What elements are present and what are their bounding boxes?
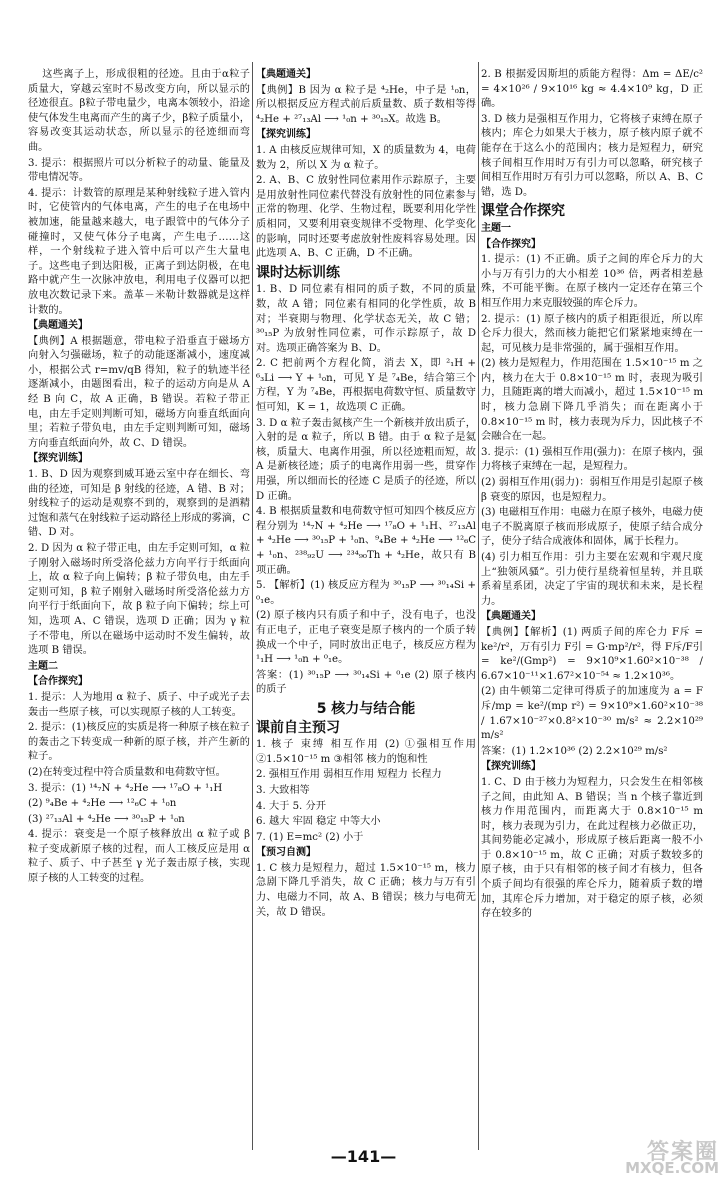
- subsection-label: 【典题通关】: [481, 611, 541, 623]
- subsection-label: 【探究训练】: [28, 453, 88, 465]
- paragraph: (3) 电磁相互作用：电磁力在原子核外，电磁力使电子不脱离原子核而形成原子，使原子结合成分子，使分子结合成液体和固体，属于长程力。: [481, 507, 703, 548]
- subsection-label: 【探究训练】: [481, 761, 541, 773]
- paragraph: 2. B 根据爱因斯坦的质能方程得：Δm = ΔE/c² = 4×10²⁶ / 9×10¹⁶ kg ≈ 4.4×10⁹ kg，D 正确。: [481, 69, 703, 110]
- paragraph: (2) 弱相互作用(弱力)：弱相互作用是引起原子核 β 衰变的原因，也是短程力。: [481, 477, 703, 503]
- paragraph: 【典例】A 根据题意，带电粒子沿垂直于磁场方向射入匀强磁场，粒子的动能逐渐减小，速度减小，根据公式 r=mv/qB 得知，粒子的轨迹半径逐渐减小，由题图看出，粒子的运动方向是从 A 经 B 向 C，故 A 正确，B 错误。若粒子带正电，由左手定则判断可知，磁场方向垂直纸面向里；若粒子带负电，由左手定则判断可知，磁场方向垂直纸面向外，故 C、D 错误。: [28, 335, 250, 449]
- paragraph: 1. C、D 由于核力为短程力，只会发生在相邻核子之间，由此知 A、B 错误；当 n 个核子靠近到核力作用范围内，而距离大于 0.8×10⁻¹⁵ m 时，核力表现为引力，在此过程核力必做正功，其间势能必定减小，形成原子核后距离一般不小于 0.8×10⁻¹⁵ m，故 C 正确；对质子数较多的原子核，由于只有相邻的核子间才有核力，但各个质子间均有很强的库仑斥力，随着质子数的增加，其库仑斥力增加，对于稳定的原子核，必须存在较多的: [481, 776, 703, 920]
- subsection-label: 【合作探究】: [481, 238, 541, 250]
- paragraph: 1. A 由核反应规律可知，X 的质量数为 4，电荷数为 2，所以 X 为 α 粒子。: [256, 144, 476, 171]
- column-middle: [256, 68, 476, 921]
- paragraph: (2) ⁹₄Be + ⁴₂He ⟶ ¹²₆C + ¹₀n: [28, 798, 177, 810]
- paragraph: 4. 大于 5. 分开: [256, 800, 326, 812]
- column-divider: [252, 62, 253, 1150]
- paragraph: 2. 提示：(1) 原子核内的质子相距很近，所以库仑斥力很大，然而核力能把它们紧紧地束缚在一起，可见核力是非常强的，属于强相互作用。: [481, 313, 703, 354]
- paragraph: 2. 提示：(1)核反应的实质是将一种原子核在粒子的轰击之下转变成一种新的原子核，并产生新的粒子。: [28, 722, 250, 763]
- column-left: [28, 68, 250, 888]
- page-number: —141—: [330, 1147, 397, 1166]
- paragraph: 2. A、B、C 放射性同位素用作示踪原子，主要是用放射性同位素代替没有放射性的同位素参与正常的物理、化学、生物过程，既要利用化学性质相同，又要利用衰变规律不受物理、化学变化的影响，同时还要考虑放射性废料容易处理。因此选项 A、B、C 正确，D 不正确。: [256, 175, 476, 260]
- paragraph: 3. D 核力是强相互作用力，它将核子束缚在原子核内；库仑力如果大于核力，原子核内原子就不能存在于这么小的范围内；核力是短程力，研究核子间相互作用时万有引力可以忽略，研究核子间相互作用时万有引力可以忽略，所以 A、B、C 错，选 D。: [481, 113, 703, 198]
- paragraph: 1. 提示：(1) 不正确。质子之间的库仑斥力的大小与万有引力的大小相差 10³⁶ 倍，两者相差悬殊，不可能平衡。在原子核内一定还存在第三个相互作用力来克服较强的库仑斥力。: [481, 254, 703, 309]
- subsection-label: 主题二: [28, 660, 58, 672]
- paragraph: 3. 提示：根据照片可以分析粒子的动量、能量及带电情况等。: [28, 157, 250, 184]
- watermark-cn: 答案圈: [646, 1140, 719, 1165]
- paragraph: (2) 核力是短程力，作用范围在 1.5×10⁻¹⁵ m 之内，核力在大于 0.8×10⁻¹⁵ m 时，表现为吸引力，且随距离的增大而减小，超过 1.5×10⁻¹⁵ m 时，核力急剧下降几乎消失；而在距离小于 0.8×10⁻¹⁵ m 时，核力表现为斥力，因此核子不会融合在一起。: [481, 358, 703, 443]
- subsection-label: 【典题通关】: [28, 320, 88, 332]
- subsection-label: 【典题通关】: [256, 69, 316, 80]
- paragraph: 答案：(1) 1.2×10³⁶ (2) 2.2×10²⁹ m/s²: [481, 745, 668, 757]
- paragraph: (4) 引力相互作用：引力主要在宏观和宇观尺度上“独领风骚”。引力使行星绕着恒星转，并且联系着星系团，决定了宇宙的现状和未来，是长程力。: [481, 552, 703, 607]
- paragraph: 3. D α 粒子轰击氮核产生一个新核并放出质子，入射的是 α 粒子，所以 B 错。由于 α 粒子是氦核，质量大、电离作用强，所以径迹粗而短，故 A 是新核径迹；质子的电离作用弱一些，贯穿作用强，所以细而长的径迹 C 是质子的径迹，所以 D 正确。: [256, 417, 476, 502]
- paragraph: 4. 提示：计数管的原理是某种射线粒子进入管内时，它使管内的气体电离，产生的电子在电场中被加速，能量越来越大，电子跟管中的气体分子碰撞时，又使气体分子电离，产生电子……这样，一个射线粒子进入管中后可以产生大量电子。这些电子到达阳极，正离子到达阴极，在电路中就产生一次脉冲放电，利用电子仪器可以把放电次数记录下来。盖革－米勒计数器就是这样计数的。: [28, 187, 250, 316]
- paragraph: 1. 核子 束缚 相互作用 (2) ①强相互作用 ②1.5×10⁻¹⁵ m ③相邻 核力的饱和性: [256, 739, 476, 765]
- section-heading: 5 核力与结合能: [316, 700, 416, 717]
- paragraph: 1. C 核力是短程力，超过 1.5×10⁻¹⁵ m，核力急剧下降几乎消失，故 C 正确；核力与万有引力、电磁力不同，故 A、B 错误；核力与电荷无关，故 D 错误。: [256, 862, 476, 918]
- paragraph: (2) 原子核内只有质子和中子，没有电子，也没有正电子，正电子衰变是原子核内的一个质子转换成一个中子，同时放出正电子，核反应方程为 ¹₁H ⟶ ¹₀n + ⁰₁e。: [256, 610, 476, 666]
- paragraph: (2) 由牛顿第二定律可得质子的加速度为 a = F斥/mp = ke²/(mp r²) = 9×10⁹×1.60²×10⁻³⁸ / 1.67×10⁻²⁷×0.8²×10⁻³⁰ m/s² ≈ 2.2×10²⁹ m/s²: [481, 686, 703, 742]
- paragraph: 2. C 把前两个方程化简，消去 X，即 ²₁H + ⁶₃Li ⟶ Y + ¹₀n，可见 Y 是 ⁷₄Be，结合第三个方程，Y 为 ⁷₄Be，再根据电荷数守恒、质量数守恒可知，K = 1，故选项 C 正确。: [256, 358, 476, 414]
- paragraph: 4. B 根据质量数和电荷数守恒可知四个核反应方程分别为 ¹⁴₇N + ⁴₂He ⟶ ¹⁷₈O + ¹₁H、²⁷₁₃Al + ⁴₂He ⟶ ³⁰₁₅P + ¹₀n、⁹₄Be + ⁴₂He ⟶ ¹²₆C + ¹₀n、²³⁸₉₂U ⟶ ²³⁴₉₀Th + ⁴₂He，故只有 B 项正确。: [256, 506, 476, 576]
- section-heading: 课堂合作探究: [481, 203, 565, 220]
- paragraph: 1. B、D 因为观察到威耳逊云室中存在细长、弯曲的径迹，可知是 β 射线的径迹，A 错、B 对；射线粒子的运动是观察不到的，观察到的是酒精过饱和蒸气在射线粒子运动路径上形成的雾滴，C 错、D 对。: [28, 469, 250, 539]
- paragraph: 3. 提示：(1) 强相互作用(强力)：在原子核内，强力将核子束缚在一起，是短程力。: [481, 446, 703, 473]
- subsection-label: 【探究训练】: [256, 129, 316, 141]
- paragraph: 3. 大致相等: [256, 784, 310, 796]
- paragraph: 【典例】【解析】(1) 两质子间的库仑力 F斥 = ke²/r²，万有引力 F引 = G·mp²/r²，得 F斥/F引 = ke²/(Gmp²) = 9×10⁹×1.60²×10⁻³⁸ / 6.67×10⁻¹¹×1.67²×10⁻⁵⁴ ≈ 1.2×10³⁶。: [481, 626, 703, 682]
- paragraph: 1. B、D 同位素有相同的质子数，不同的质量数，故 A 错；同位素有相同的化学性质，故 B 对；半衰期与物理、化学状态无关，故 C 错；³⁰₁₅P 为放射性同位素，可作示踪原子，故 D 对。选项正确答案为 B、D。: [256, 284, 476, 354]
- watermark-en: MXQE.COM: [625, 1158, 719, 1177]
- subsection-label: 【合作探究】: [28, 676, 88, 688]
- paragraph: 2. D 因为 α 粒子带正电，由左手定则可知，α 粒子刚射入磁场时所受洛伦兹力方向平行于纸面向上，故 α 粒子向上偏转；β 粒子带负电，由左手定则可知，β 粒子刚射入磁场时所受洛伦兹力方向平行于纸面向下，故 β 粒子向下偏转；综上可知，选项 A、C 错误，选项 D 正确；因为 γ 粒子不带电，所以在磁场中运动时不发生偏转，故选项 B 错误。: [28, 543, 250, 657]
- paragraph: 这些离子上，形成很粗的径迹。且由于α粒子质量大，穿越云室时不易改变方向，所以显示的径迹很直。β粒子带电量少，电离本领较小，沿途使气体发生电离而产生的离子少，β粒子质量小，容易改变其运动状态，所以显示的径迹细而弯曲。: [28, 69, 250, 153]
- subsection-label: 【预习自测】: [256, 847, 316, 859]
- paragraph: 5. 【解析】(1) 核反应方程为 ³⁰₁₅P ⟶ ³⁰₁₄Si + ⁰₁e。: [256, 580, 476, 606]
- paragraph: 7. (1) E=mc² (2) 小于: [256, 831, 364, 843]
- paragraph: (3) ²⁷₁₃Al + ⁴₂He ⟶ ³⁰₁₅P + ¹₀n: [28, 813, 185, 825]
- paragraph: 1. 提示：人为地用 α 粒子、质子、中子或光子去轰击一些原子核，可以实现原子核的人工转变。: [28, 691, 250, 718]
- paragraph: 4. 提示：衰变是一个原子核释放出 α 粒子或 β 粒子变成新原子核的过程，而人工核反应是用 α 粒子、质子、中子甚至 γ 光子轰击原子核，实现原子核的人工转变的过程。: [28, 829, 250, 885]
- section-heading: 课前自主预习: [256, 719, 340, 736]
- paragraph: 2. 强相互作用 弱相互作用 短程力 长程力: [256, 769, 442, 781]
- paragraph: 3. 提示：(1) ¹⁴₇N + ⁴₂He ⟶ ¹⁷₈O + ¹₁H: [28, 782, 223, 794]
- section-heading: 课时达标训练: [256, 264, 340, 281]
- subsection-label: 主题一: [481, 222, 511, 234]
- watermark: [589, 1140, 719, 1192]
- paragraph: 【典例】B 因为 α 粒子是 ⁴₂He，中子是 ¹₀n，所以根据反应方程式前后质量数、质子数相等得 ⁴₂He + ²⁷₁₃Al ⟶ ¹₀n + ³⁰₁₅X。故选 B。: [256, 84, 476, 125]
- paragraph: 6. 越大 牢固 稳定 中等大小: [256, 816, 381, 828]
- column-right: [481, 68, 703, 923]
- column-divider: [478, 62, 479, 1150]
- paragraph: (2)在转变过程中符合质量数和电荷数守恒。: [28, 766, 226, 778]
- paragraph: 答案：(1) ³⁰₁₅P ⟶ ³⁰₁₄Si + ⁰₁e (2) 原子核内的质子: [256, 669, 476, 696]
